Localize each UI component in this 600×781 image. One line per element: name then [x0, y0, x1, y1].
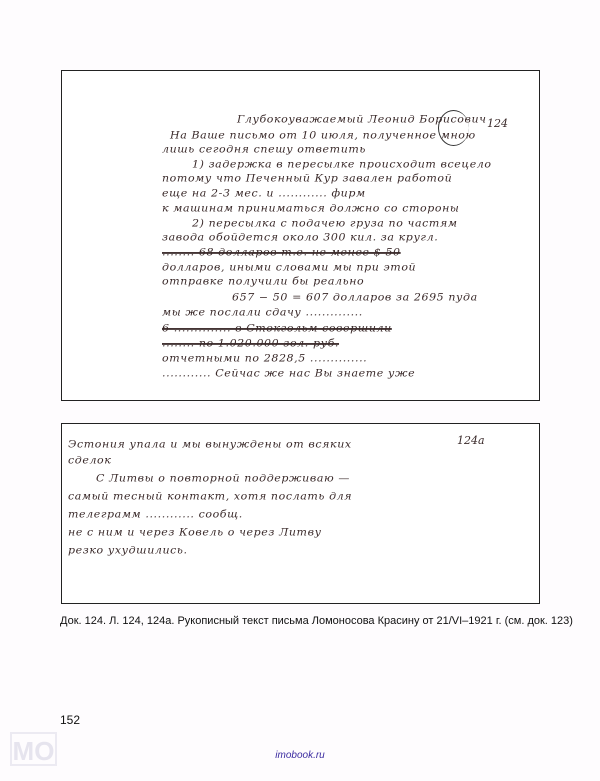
handwritten-line: резко ухудшились.: [68, 544, 188, 557]
footer-link[interactable]: imobook.ru: [275, 750, 325, 761]
handwritten-line: 6 .............. в Стокгольм совершили: [162, 322, 392, 335]
handwritten-line: отправке получили бы реально: [162, 275, 365, 288]
document-caption: Док. 124. Л. 124, 124а. Рукописный текст письма Ломоносова Красину от 21/VI–1921 г. (см. док. 123): [60, 615, 573, 627]
handwritten-line: не с ним и через Ковель о через Литву: [68, 526, 322, 539]
handwritten-line: долларов, иными словами мы при этой: [162, 261, 417, 274]
handwritten-line: еще на 2-3 мес. и ............ фирм: [162, 187, 366, 200]
handwritten-line: завода обойдется около 300 кил. за кругл.: [162, 231, 439, 244]
handwritten-line: ............ Сейчас же нас Вы знаете уже: [162, 367, 416, 380]
sheet-number: 124: [487, 117, 508, 130]
handwritten-line: ........ по 1.020.000 зол. руб.: [162, 337, 340, 350]
handwritten-line: Глубокоуважаемый Леонид Борисович: [237, 113, 487, 126]
handwritten-line: самый тесный контакт, хотя послать для: [68, 490, 353, 503]
handwritten-line: лишь сегодня спешу ответить: [162, 143, 366, 156]
handwritten-line: телеграмм ............ сообщ.: [68, 508, 243, 521]
handwritten-line: С Литвы о повторной поддерживаю —: [96, 472, 350, 485]
page-number: 152: [60, 713, 81, 727]
handwritten-line: 657 − 50 = 607 долларов за 2695 пуда: [232, 291, 478, 304]
handwritten-line: ........ 68 долларов т.е. не менее $ 50: [162, 246, 401, 259]
handwritten-letter-sheet-124: [61, 70, 540, 401]
publisher-logo-watermark: МО: [10, 732, 57, 766]
handwritten-line: потому что Печенный Кур завален работой: [162, 172, 453, 185]
sheet-number: 124а: [457, 434, 485, 447]
handwritten-line: отчетными по 2828,5 ..............: [162, 352, 368, 365]
handwritten-line: к машинам приниматься должно со стороны: [162, 202, 460, 215]
handwritten-line: 2) пересылка с подачею груза по частям: [192, 217, 458, 230]
handwritten-line: 1) задержка в пересылке происходит всецело: [192, 158, 492, 171]
handwritten-line: Эстония упала и мы вынуждены от всяких: [68, 438, 352, 451]
handwritten-line: сделок: [68, 454, 112, 467]
handwritten-letter-sheet-124a: [61, 423, 540, 604]
handwritten-line: На Ваше письмо от 10 июля, полученное мною: [170, 129, 476, 142]
handwritten-line: мы же послали сдачу ..............: [162, 306, 363, 319]
